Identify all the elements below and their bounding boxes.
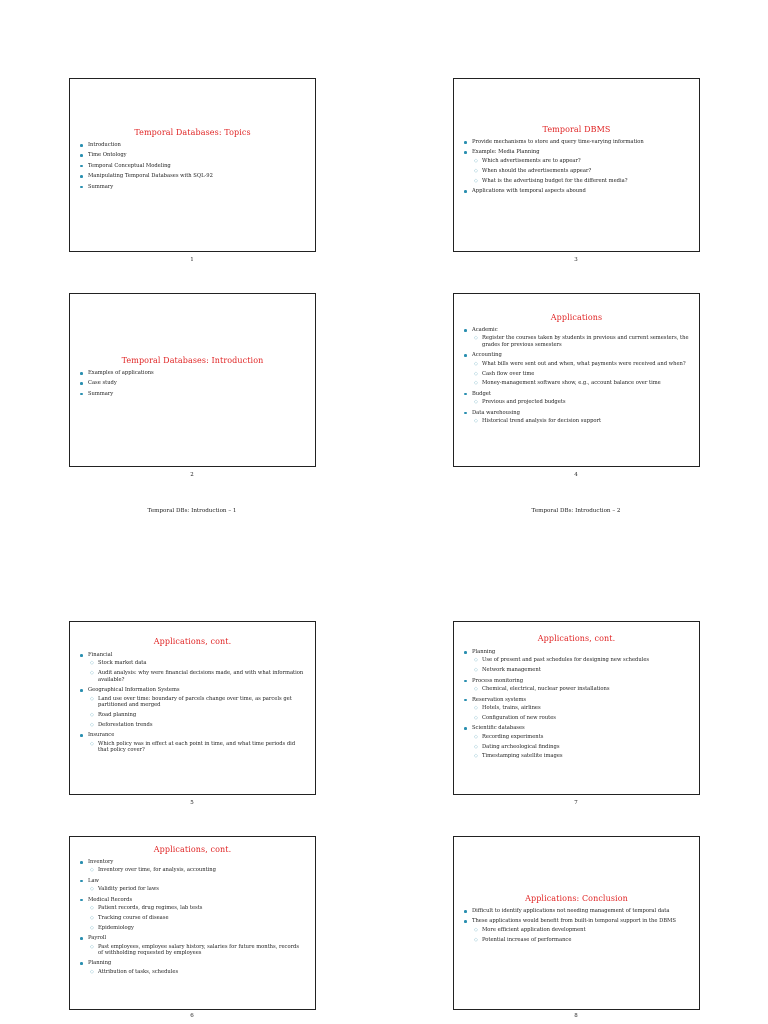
diamond-icon: ◇ [474,714,478,721]
bullet-list [70,142,315,190]
bullet-list [454,649,699,760]
sub-list-item: ◇ More efficient application development [474,926,586,933]
list-item: Financial ◇ Stock market data ◇ Audit analysis: why were financial decisions made, and with what information available? [80,652,305,683]
bullet-list [454,908,699,943]
list-item: Summary [80,391,305,397]
list-item: Time Ontology [80,152,305,158]
list-item: These applications would benefit from built-in temporal support in the DBMS ◇ More efficient application development ◇ Potential increase of performance [464,918,689,943]
diamond-icon: ◇ [474,418,478,425]
bullet-icon [80,186,83,189]
slide-1 [69,78,316,252]
bullet-icon [464,680,467,683]
list-item: Examples of applications [80,370,305,376]
sub-list-item: ◇ Use of present and past schedules for designing new schedules [474,657,650,664]
sub-list-item: ◇ Timestamping satellite images [474,753,563,760]
slide-3 [453,78,700,252]
bullet-icon [464,393,467,396]
bullet-icon [80,880,83,883]
diamond-icon: ◇ [90,740,94,747]
diamond-icon: ◇ [474,380,478,387]
bullet-icon [464,151,467,154]
sub-list-item: ◇ Historical trend analysis for decision support [474,418,602,425]
list-item: Reservation systems ◇ Hotels, trains, airlines ◇ Configuration of new routes [464,697,689,722]
diamond-icon: ◇ [90,943,94,950]
diamond-icon: ◇ [474,157,478,164]
list-item: Provide mechanisms to store and query time-varying information [464,139,689,145]
list-item: Medical Records ◇ Patient records, drug regimes, lab tests ◇ Tracking course of disease ◇ Epidemiology [80,897,305,932]
slide-8 [453,836,700,1010]
bullet-list [454,327,699,424]
list-item: Payroll ◇ Past employees, employee salary history, salaries for future months, records of withholding requested by employees [80,935,305,956]
bullet-icon [80,861,83,864]
slide-7 [453,621,700,795]
list-item: Geographical Information Systems ◇ Land use over time: boundary of parcels change over time, as parcels get partitioned and merged ◇ Road planning ◇ Deforestation trends [80,687,305,728]
sub-list-item: ◇ Potential increase of performance [474,936,572,943]
sub-list-item: ◇ Road planning [90,711,137,718]
sub-list-item: ◇ Attribution of tasks, schedules [90,968,179,975]
page-number: 8 [574,1013,578,1019]
sub-list-item: ◇ Epidemiology [90,924,134,931]
sub-list-item: ◇ Hotels, trains, airlines [474,704,541,711]
list-item: Planning ◇ Use of present and past schedules for designing new schedules ◇ Network management [464,649,689,674]
sub-list-item: ◇ Deforestation trends [90,721,153,728]
diamond-icon: ◇ [90,924,94,931]
diamond-icon: ◇ [474,753,478,760]
sub-list-item: ◇ Patient records, drug regimes, lab tests [90,905,203,912]
diamond-icon: ◇ [474,360,478,367]
bullet-icon [464,190,467,193]
bullet-icon [80,654,83,657]
slide-title: Applications, cont. [153,637,232,646]
sub-list-item: ◇ Tracking course of disease [90,914,169,921]
sub-list-item: ◇ Cash flow over time [474,370,535,377]
bullet-icon [80,382,83,385]
slide-4 [453,293,700,467]
bullet-icon [80,393,83,396]
sub-list-item: ◇ Network management [474,667,541,674]
bullet-icon [464,141,467,144]
diamond-icon: ◇ [474,399,478,406]
list-item: Process monitoring ◇ Chemical, electrical, nuclear power installations [464,678,689,693]
bullet-icon [80,165,83,168]
diamond-icon: ◇ [90,867,94,874]
bullet-icon [80,372,83,375]
list-item: Introduction [80,142,305,148]
bullet-icon [464,727,467,730]
slide-title: Temporal Databases: Topics [134,128,251,137]
slide-6 [69,836,316,1010]
list-item: Scientific databases ◇ Recording experiments ◇ Dating archeological findings ◇ Timestamping satellite images [464,725,689,760]
bullet-icon [80,899,83,902]
sub-list-item: ◇ What bills were sent out and when, what payments were received and when? [474,360,686,367]
bullet-icon [80,734,83,737]
slide-title: Temporal Databases: Introduction [121,356,264,365]
diamond-icon: ◇ [474,167,478,174]
page-number: 4 [574,472,578,478]
diamond-icon: ◇ [474,667,478,674]
sub-list-item: ◇ What is the advertising budget for the different media? [474,177,628,184]
slide-5 [69,621,316,795]
list-item: Accounting ◇ What bills were sent out and when, what payments were received and when? ◇ Cash flow over time ◇ Money-management software show, e.g., account balance over time [464,352,689,387]
list-item: Insurance ◇ Which policy was in effect at each point in time, and what time periods did that policy cover? [80,732,305,753]
list-item: Inventory ◇ Inventory over time, for analysis, accounting [80,859,305,874]
diamond-icon: ◇ [90,905,94,912]
slide-title: Temporal DBMS [542,125,611,134]
bullet-list [70,370,315,397]
diamond-icon: ◇ [90,660,94,667]
sub-list-item: ◇ Audit analysis: why were financial decisions made, and with what information available? [90,670,304,683]
slide-2 [69,293,316,467]
sub-list-item: ◇ Validity period for laws [90,886,159,893]
bullet-icon [80,689,83,692]
sub-list-item: ◇ Money-management software show, e.g., account balance over time [474,380,661,387]
slide-title: Applications: Conclusion [525,894,628,903]
bullet-icon [464,699,467,702]
bullet-icon [464,651,467,654]
page-number: 6 [190,1013,194,1019]
bullet-icon [80,144,83,147]
sub-list-item: ◇ Recording experiments [474,733,544,740]
diamond-icon: ◇ [90,670,94,677]
slide-title: Applications, cont. [153,845,232,854]
bullet-icon [464,354,467,357]
sub-list-item: ◇ Past employees, employee salary history, salaries for future months, records of withholding requested by employees [90,943,300,957]
sub-list-item: ◇ Stock market data [90,660,147,667]
slide-title: Applications, cont. [537,634,616,643]
diamond-icon: ◇ [474,743,478,750]
sub-list-item: ◇ Dating archeological findings [474,743,560,750]
bullet-icon [80,175,83,178]
diamond-icon: ◇ [474,657,478,664]
diamond-icon: ◇ [90,914,94,921]
diamond-icon: ◇ [90,711,94,718]
bullet-icon [464,329,467,332]
page-number: 3 [574,257,578,263]
bullet-icon [464,412,467,415]
bullet-icon [464,910,467,913]
page-footer: Temporal DBs: Introduction – 2 [531,508,621,514]
sub-list-item: ◇ When should the advertisements appear? [474,167,592,174]
page-number: 1 [190,257,194,263]
slide-title: Applications [550,313,603,322]
list-item: Budget ◇ Previous and projected budgets [464,391,689,406]
sub-list-item: ◇ Chemical, electrical, nuclear power installations [474,686,610,693]
diamond-icon: ◇ [474,335,478,342]
sub-list-item: ◇ Register the courses taken by students in previous and current semesters, the grades for previous semesters [474,335,689,348]
list-item: Case study [80,380,305,386]
bullet-icon [80,154,83,157]
page-number: 2 [190,472,194,478]
list-item: Example: Media Planning ◇ Which advertisements are to appear? ◇ When should the advertisements appear? ◇ What is the advertising budget for the different media? [464,149,689,184]
list-item: Summary [80,184,305,190]
list-item: Academic ◇ Register the courses taken by students in previous and current semesters, the grades for previous semesters [464,327,689,348]
page-number: 7 [574,800,578,806]
bullet-icon [464,920,467,923]
sub-list-item: ◇ Previous and projected budgets [474,399,566,406]
diamond-icon: ◇ [474,926,478,933]
diamond-icon: ◇ [474,370,478,377]
list-item: Temporal Conceptual Modeling [80,163,305,169]
diamond-icon: ◇ [90,886,94,893]
diamond-icon: ◇ [474,177,478,184]
list-item: Difficult to identify applications not needing management of temporal data [464,908,689,914]
sub-list-item: ◇ Inventory over time, for analysis, accounting [90,867,216,874]
sub-list-item: ◇ Which policy was in effect at each point in time, and what time periods did that policy cover? [90,740,296,753]
diamond-icon: ◇ [474,704,478,711]
list-item: Applications with temporal aspects abound [464,188,689,194]
diamond-icon: ◇ [474,733,478,740]
bullet-list [70,859,315,975]
diamond-icon: ◇ [90,721,94,728]
list-item: Law ◇ Validity period for laws [80,878,305,893]
diamond-icon: ◇ [90,968,94,975]
diamond-icon: ◇ [474,936,478,943]
list-item: Planning ◇ Attribution of tasks, schedules [80,960,305,975]
bullet-list [454,139,699,194]
page-number: 5 [190,800,194,806]
diamond-icon: ◇ [90,695,94,702]
list-item: Manipulating Temporal Databases with SQL-92 [80,173,305,179]
sub-list-item: ◇ Which advertisements are to appear? [474,157,581,164]
sub-list-item: ◇ Configuration of new routes [474,714,556,721]
list-item: Data warehousing ◇ Historical trend analysis for decision support [464,410,689,425]
bullet-icon [80,962,83,965]
page-footer: Temporal DBs: Introduction – 1 [147,508,237,514]
diamond-icon: ◇ [474,686,478,693]
bullet-icon [80,937,83,940]
bullet-list [70,652,315,753]
sub-list-item: ◇ Land use over time: boundary of parcels change over time, as parcels get partitioned and merged [90,695,292,708]
